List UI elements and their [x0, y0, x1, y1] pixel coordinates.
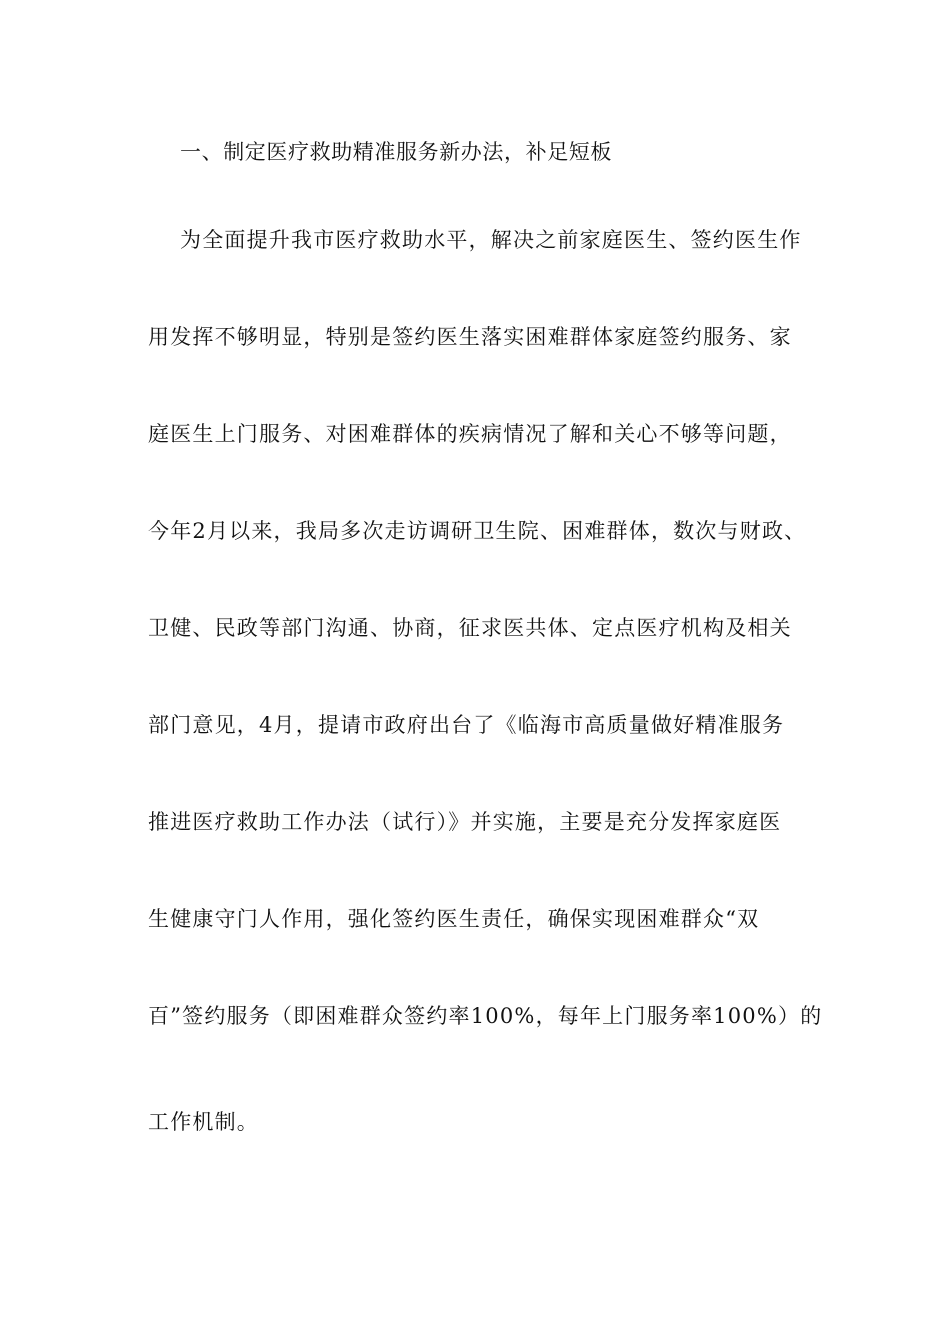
paragraph-line: 卫健、民政等部门沟通、协商，征求医共体、定点医疗机构及相关	[148, 616, 792, 640]
paragraph-line: 工作机制。	[148, 1110, 259, 1134]
paragraph-line: 部门意见，4月，提请市政府出台了《临海市高质量做好精准服务	[148, 713, 785, 737]
paragraph-line: 推进医疗救助工作办法（试行）》并实施，主要是充分发挥家庭医	[148, 810, 782, 834]
paragraph-line: 为全面提升我市医疗救助水平，解决之前家庭医生、签约医生作	[180, 228, 802, 252]
section-heading: 一、制定医疗救助精准服务新办法，补足短板	[180, 140, 612, 164]
paragraph-line: 今年2月以来，我局多次走访调研卫生院、困难群体，数次与财政、	[148, 519, 807, 543]
paragraph-line: 用发挥不够明显，特别是签约医生落实困难群体家庭签约服务、家	[148, 325, 792, 349]
paragraph-line: 生健康守门人作用，强化签约医生责任，确保实现困难群众“双	[148, 907, 760, 931]
paragraph-line: 庭医生上门服务、对困难群体的疾病情况了解和关心不够等问题，	[148, 422, 792, 446]
paragraph-line: 百”签约服务（即困难群众签约率100%，每年上门服务率100%）的	[148, 1004, 823, 1028]
